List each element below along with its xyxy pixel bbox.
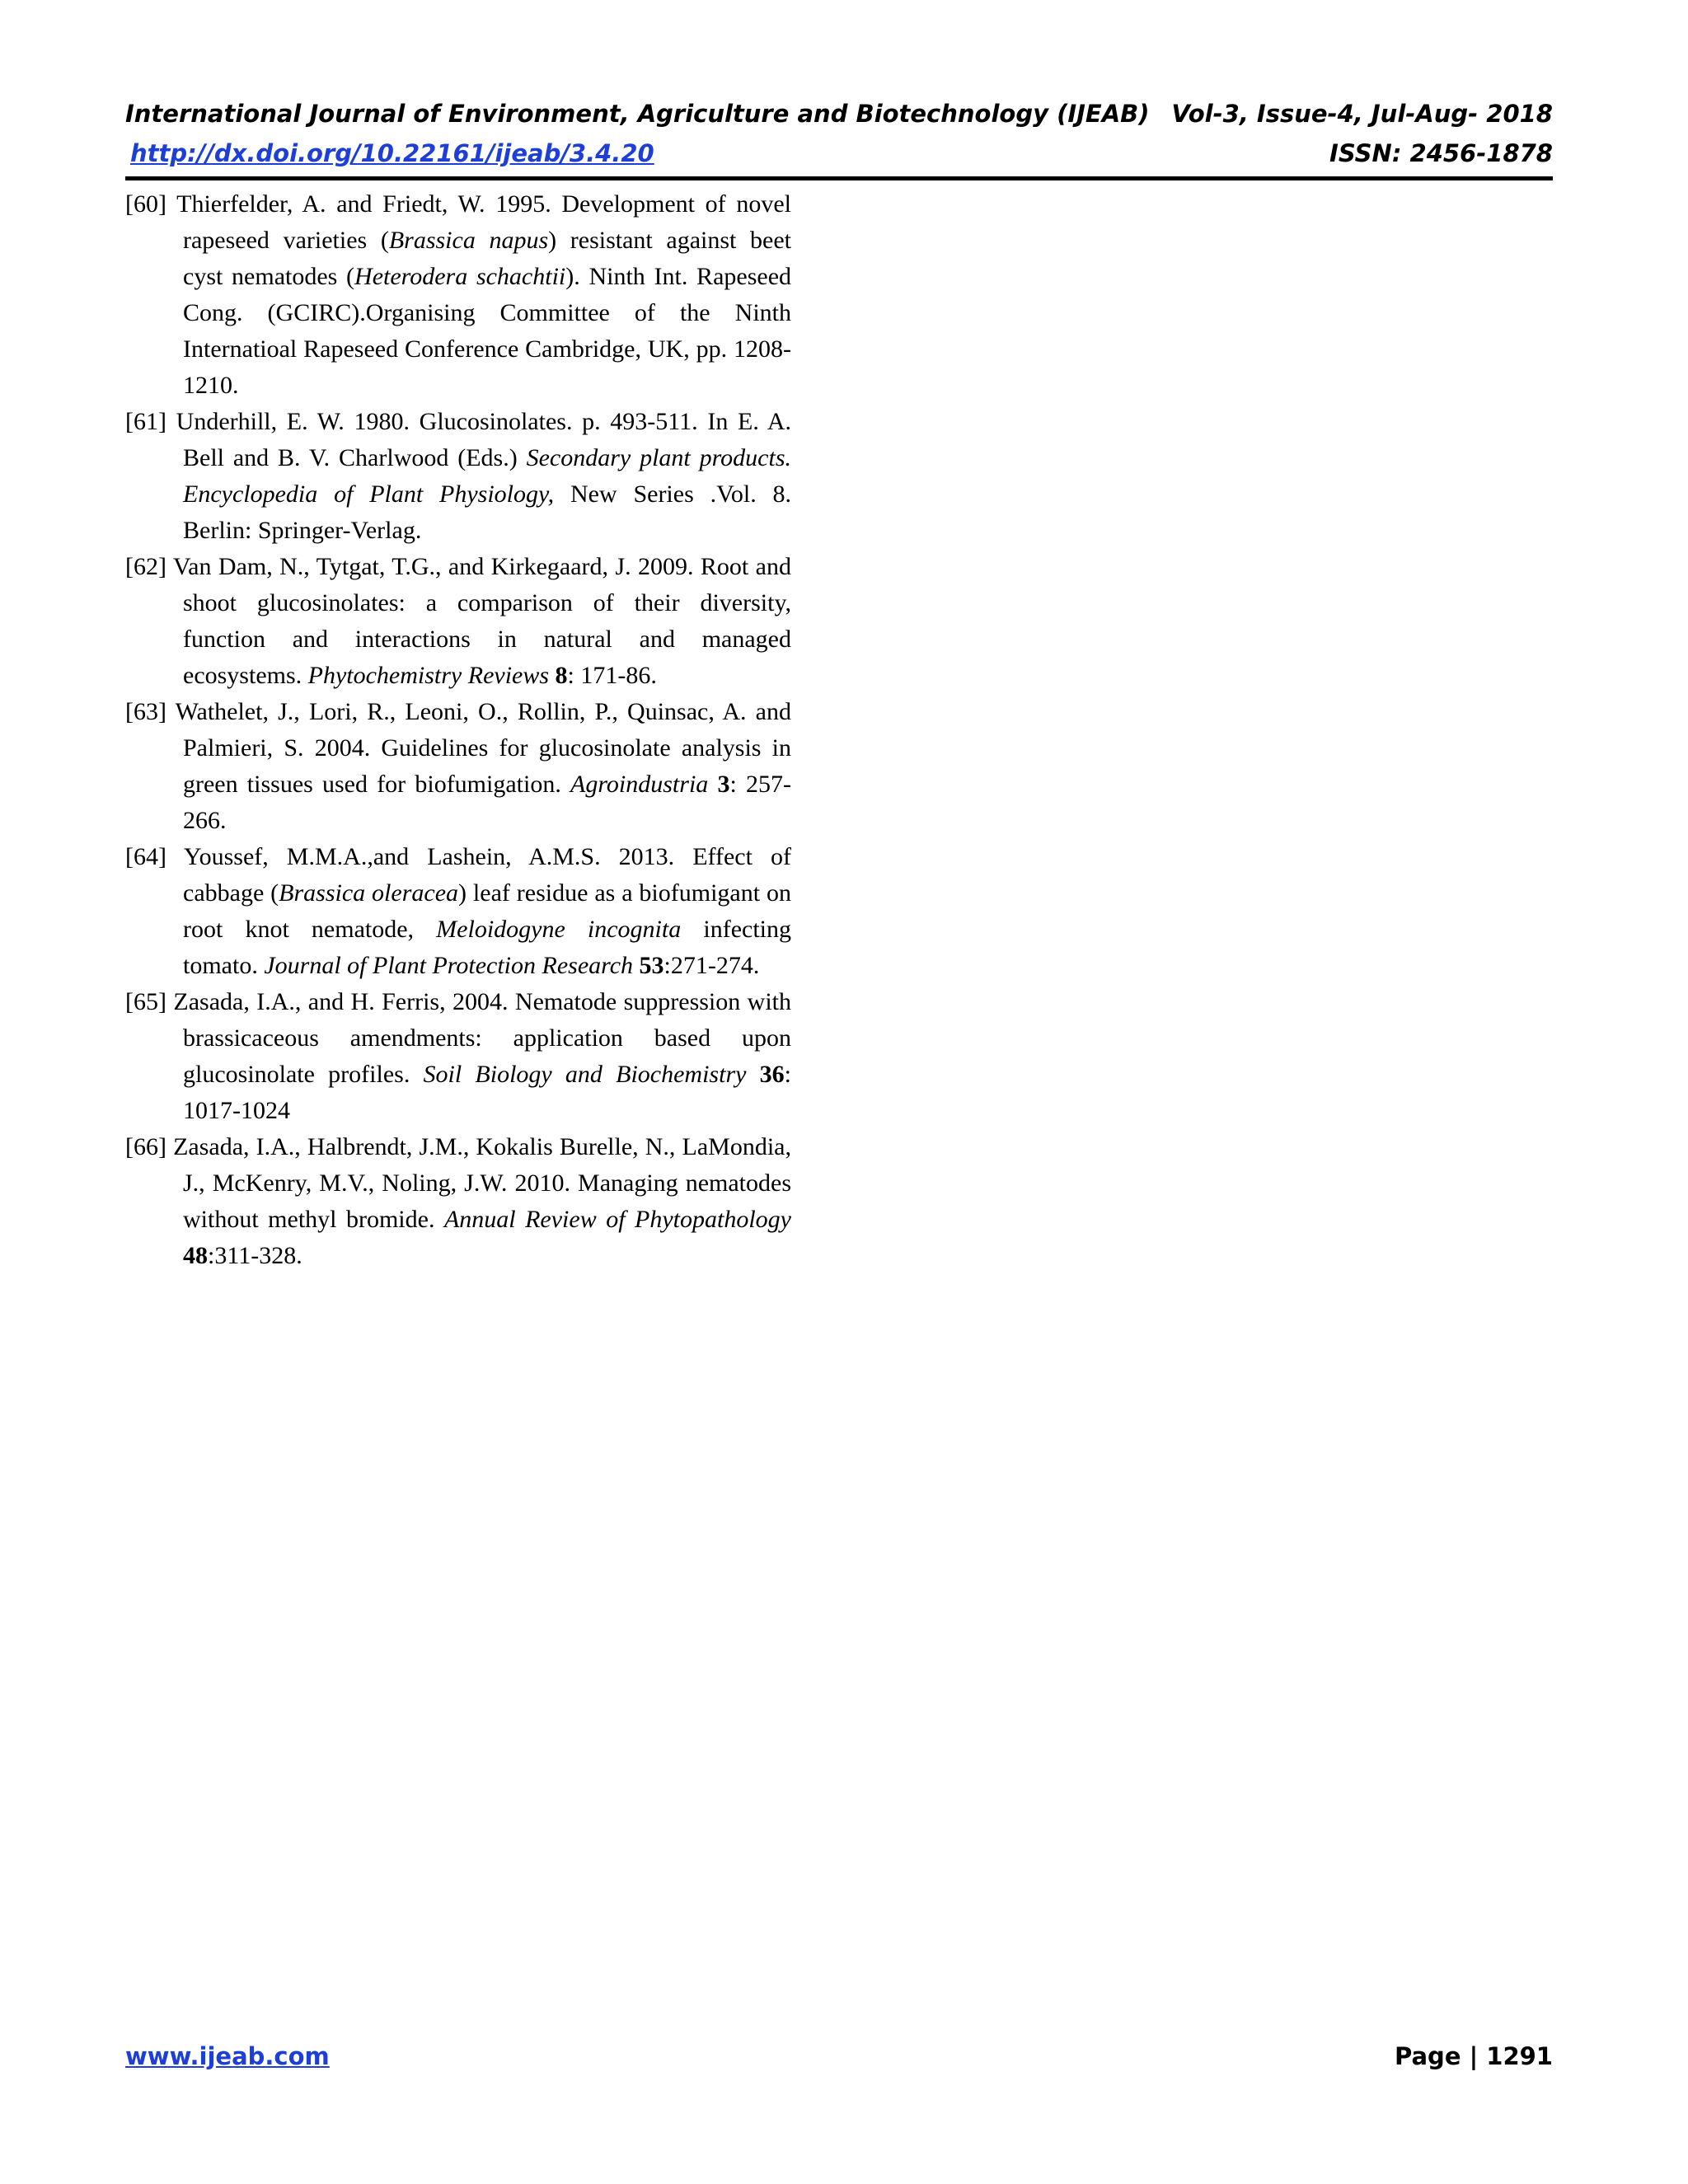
website-link[interactable]: www.ijeab.com [125, 2042, 330, 2070]
references-list [125, 186, 791, 1274]
page-header [125, 97, 1553, 170]
issn-label: ISSN: 2456-1878 [1329, 139, 1553, 167]
header-rule [125, 176, 1553, 180]
reference-63: [63] Wathelet, J., Lori, R., Leoni, O., Rollin, P., Quinsac, A. and Palmieri, S. 2004. Guidelines for glucosinolate analysis in green tissues used for biofumigation. Agroindustria 3: 257-266. [125, 698, 791, 834]
doi-link[interactable]: http://dx.doi.org/10.22161/ijeab/3.4.20 [130, 139, 654, 167]
reference-61: [61] Underhill, E. W. 1980. Glucosinolates. p. 493-511. In E. A. Bell and B. V. Charlwood (Eds.) Secondary plant products. Encyclopedia of Plant Physiology, New Series .Vol. 8. Berlin: Springer-Verlag. [125, 408, 792, 544]
journal-title: International Journal of Environment, Agriculture and Biotechnology (IJEAB) [125, 100, 1150, 128]
reference-65: [65] Zasada, I.A., and H. Ferris, 2004. Nematode suppression with brassicaceous amendments: application based upon glucosinolate profiles. Soil Biology and Biochemistry 36: 1017-1024 [125, 988, 791, 1124]
page-number: Page | 1291 [1395, 2042, 1553, 2070]
page-footer [125, 2042, 1553, 2070]
volume-issue: Vol-3, Issue-4, Jul-Aug- 2018 [1171, 100, 1553, 128]
reference-64: [64] Youssef, M.M.A.,and Lashein, A.M.S. 2013. Effect of cabbage (Brassica oleracea) leaf residue as a biofumigant on root knot nematode, Meloidogyne incognita infecting tomato. Journal of Plant Protection Research 53:271-274. [125, 843, 791, 979]
reference-66: [66] Zasada, I.A., Halbrendt, J.M., Kokalis Burelle, N., LaMondia, J., McKenry, M.V., Noling, J.W. 2010. Managing nematodes without methyl bromide. Annual Review of Phytopathology 48:311-328. [125, 1133, 792, 1269]
reference-60: [60] Thierfelder, A. and Friedt, W. 1995. Development of novel rapeseed varieties (Brassica napus) resistant against beet cyst nematodes (Heterodera schachtii). Ninth Int. Rapeseed Cong. (GCIRC).Organising Committee of the Ninth Internatioal Rapeseed Conference Cambridge, UK, pp. 1208-1210. [125, 190, 792, 399]
reference-62: [62] Van Dam, N., Tytgat, T.G., and Kirkegaard, J. 2009. Root and shoot glucosinolates: a comparison of their diversity, function and interactions in natural and managed ecosystems. Phytochemistry Reviews 8: 171-86. [125, 553, 791, 689]
